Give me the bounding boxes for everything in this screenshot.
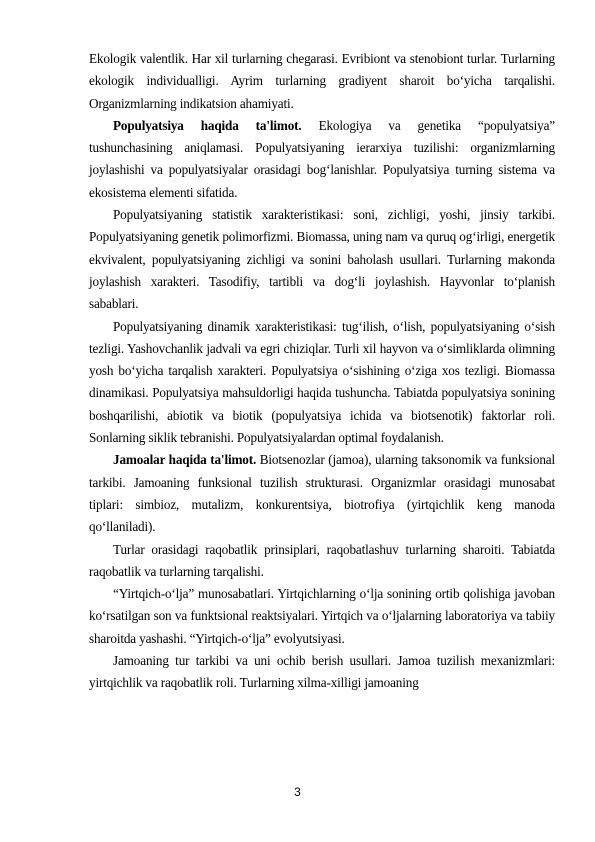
paragraph-competition [89, 539, 555, 584]
paragraph-text: Jamoaning tur tarkibi va uni ochib berish usullari. Jamoa tuzilish mexanizmlari: yirtqichlik va raqobatlik roli. Turlarning xilma-xilligi jamoaning [89, 653, 555, 691]
paragraph-text: Populyatsiyaning statistik xarakteristikasi: soni, zichligi, yoshi, jinsiy tarkibi. Populyatsiyaning genetik polimorfizmi. Biomassa, uning nam va quruq ogʻirligi, energetik ekvivalent, populyatsiyaning zichligi va sonini baholash usullari. Turlarning makonda joylashish xarakteri. Tasodifiy, tartibli va dogʻli joylashish. Hayvonlar toʻplanish sabablari. [89, 207, 555, 312]
paragraph-population-doctrine [89, 115, 555, 204]
paragraph-text: Ekologiya va genetika “populyatsiya” tushunchasining aniqlamasi. Populyatsiyaning ierarxiya tuzilishi: organizmlarning joylashishi va populyatsiyalar orasidagi bogʻlanishlar. Populyatsiya turning sistema va ekosistema elementi sifatida. [89, 117, 556, 200]
paragraph-text: Turlar orasidagi raqobatlik prinsiplari, raqobatlashuv turlarning sharoiti. Tabiatda raqobatlik va turlarning tarqalishi. [89, 541, 555, 579]
paragraph-text: Biotsenozlar (jamoa), ularning taksonomik va funksional tarkibi. Jamoaning funksional tuzilish strukturasi. Organizmlar orasidagi munosabat tiplari: simbioz, mutalizm, konkurentsiya, biotrofiya (yirtqichlik keng manoda qoʻllaniladi). [89, 452, 555, 535]
page-body [89, 48, 555, 695]
paragraph-text: “Yirtqich-oʻlja” munosabatlari. Yirtqichlarning oʻlja sonining ortib qolishiga javoban koʻrsatilgan son va funktsional reaktsiyalari. Yirtqich va oʻljalarning laboratoriya va tabiiy sharoitda yashashi. “Yirtqich-oʻlja” evolyutsiyasi. [89, 586, 555, 646]
paragraph-ecological-valence [89, 48, 555, 115]
section-heading-population: Populyatsiya haqida ta'limot. [113, 117, 302, 133]
page-number: 3 [294, 785, 301, 799]
section-heading-communities: Jamoalar haqida ta'limot. [113, 452, 257, 468]
paragraph-text: Populyatsiyaning dinamik xarakteristikasi: tugʻilish, oʻlish, populyatsiyaning oʻsish tezligi. Yashovchanlik jadvali va egri chiziqlar. Turli xil hayvon va oʻsimliklarda olimning yosh boʻyicha tarqalish xarakteri. Populyatsiya oʻsishining oʻziga xos tezligi. Biomassa dinamikasi. Populyatsiya mahsuldorligi haqida tushuncha. Tabiatda populyatsiya sonining boshqarilishi, abiotik va biotik (populyatsiya ichida va biotsenotik) faktorlar roli. Sonlarning siklik tebranishi. Populyatsiyalardan optimal foydalanish. [89, 318, 555, 446]
paragraph-text: Ekologik valentlik. Har xil turlarning chegarasi. Evribiont va stenobiont turlar. Turlarning ekologik individualligi. Ayrim turlarning gradiyent sharoit boʻyicha tarqalishi. Organizmlarning indikatsion ahamiyati. [89, 51, 555, 111]
paragraph-population-statistics [89, 204, 555, 315]
paragraph-predator-prey [89, 583, 555, 650]
paragraph-community-doctrine [89, 449, 555, 538]
paragraph-species-composition [89, 650, 555, 695]
paragraph-population-dynamics [89, 316, 555, 450]
